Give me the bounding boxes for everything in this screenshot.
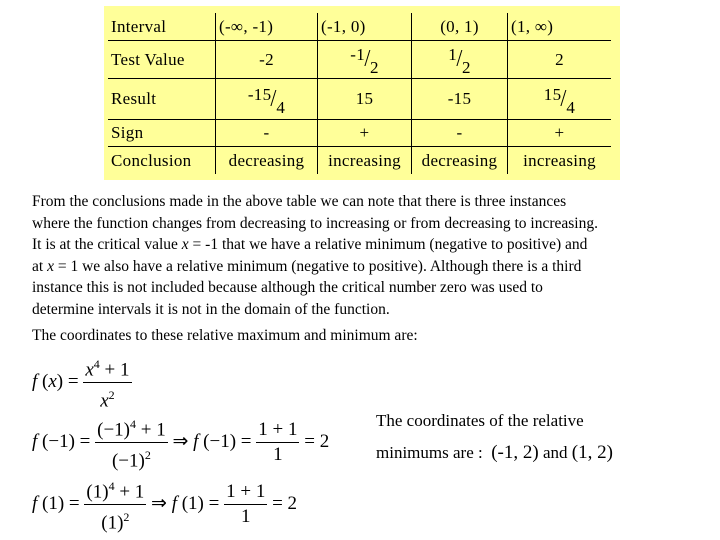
sign-chart-table-background	[104, 6, 620, 180]
f-1-evaluation: f (1) = $\frac{(1)^4 + 1}{(1)^2}$ ⇒ f (1) = $\frac{1 + 1}{1}$ = 2	[32, 474, 297, 536]
coordinates-intro: The coordinates to these relative maximum and minimum are:	[32, 327, 418, 344]
minimum-coordinate-2: (1, 2)	[571, 442, 613, 463]
conclusion-line-1: The coordinates of the relative	[376, 411, 584, 430]
row-label: Result	[108, 79, 216, 120]
conclusion-line-2: minimums are : (-1, 2) and (1, 2)	[376, 442, 613, 463]
f-neg1-simplified-fraction: $\frac{1 + 1}{1}$	[258, 419, 298, 466]
table-cell: +	[318, 120, 412, 147]
table-cell	[216, 79, 318, 120]
table-cell: -15	[412, 79, 508, 120]
paragraph-line: determine intervals it is not in the domain of the function.	[32, 300, 390, 318]
table-row-test-value	[108, 41, 611, 79]
minimums-conclusion	[376, 405, 613, 469]
paragraph-line: at x = 1 we also have a relative minimum (negative to positive). Although there is a third	[32, 257, 582, 275]
table-cell: (0, 1)	[412, 13, 508, 41]
row-label: Conclusion	[108, 147, 216, 175]
table-cell: -2	[216, 41, 318, 79]
table-cell	[508, 79, 612, 120]
table-cell: (-1, 0)	[318, 13, 412, 41]
f-neg1-evaluation: f (−1) = $\frac{(-1)^4 + 1}{(-1)^2}$ ⇒ f (−1) = $\frac{1 + 1}{1}$ = 2	[32, 412, 329, 474]
table-cell: decreasing	[216, 147, 318, 175]
implies-arrow: ⇒	[151, 493, 167, 515]
table-row-result	[108, 79, 611, 120]
fraction: -1/2	[350, 45, 379, 77]
table-cell	[318, 41, 412, 79]
f-1-result: = 2	[272, 493, 298, 515]
fx-lhs: f	[32, 371, 38, 393]
explanation-paragraph	[32, 191, 702, 320]
row-label: Sign	[108, 120, 216, 147]
fx-fraction: $\frac{x^4 + 1}{x^2}$	[83, 352, 131, 414]
f-1-simplified-fraction: $\frac{1 + 1}{1}$	[226, 481, 266, 528]
table-cell: increasing	[508, 147, 612, 175]
table-cell: -	[216, 120, 318, 147]
table-cell: +	[508, 120, 612, 147]
table-cell: (-∞, -1)	[216, 13, 318, 41]
table-cell: decreasing	[412, 147, 508, 175]
table-row-sign	[108, 120, 611, 147]
row-label: Test Value	[108, 41, 216, 79]
sign-chart-table	[108, 13, 611, 174]
row-label: Interval	[108, 13, 216, 41]
minimum-coordinate-1: (-1, 2)	[491, 442, 539, 463]
paragraph-line: From the conclusions made in the above table we can note that there is three instances	[32, 193, 567, 210]
function-definition: f (x) = $\frac{x^4 + 1}{x^2}$	[32, 352, 132, 414]
implies-arrow: ⇒	[172, 431, 189, 453]
table-cell: 15	[318, 79, 412, 120]
fraction: 1/2	[448, 45, 471, 77]
table-row-conclusion	[108, 147, 611, 175]
table-row-interval	[108, 13, 611, 41]
table-cell: -	[412, 120, 508, 147]
table-cell: increasing	[318, 147, 412, 175]
paragraph-line: It is at the critical value x = -1 that we have a relative minimum (negative to positive) and	[32, 236, 588, 253]
paragraph-line: instance this is not included because although the critical number zero was used to	[32, 279, 543, 296]
f-1-fraction: $\frac{(1)^4 + 1}{(1)^2}$	[84, 474, 146, 536]
table-cell	[412, 41, 508, 79]
table-cell: (1, ∞)	[508, 13, 612, 41]
f-neg1-fraction: $\frac{(-1)^4 + 1}{(-1)^2}$	[95, 412, 168, 474]
fraction: 15/4	[543, 84, 576, 117]
paragraph-line: where the function changes from decreasing to increasing or from decreasing to increasing.	[32, 214, 598, 232]
f-neg1-result: = 2	[304, 431, 330, 453]
fraction: -15/4	[247, 84, 286, 117]
table-cell: 2	[508, 41, 612, 79]
